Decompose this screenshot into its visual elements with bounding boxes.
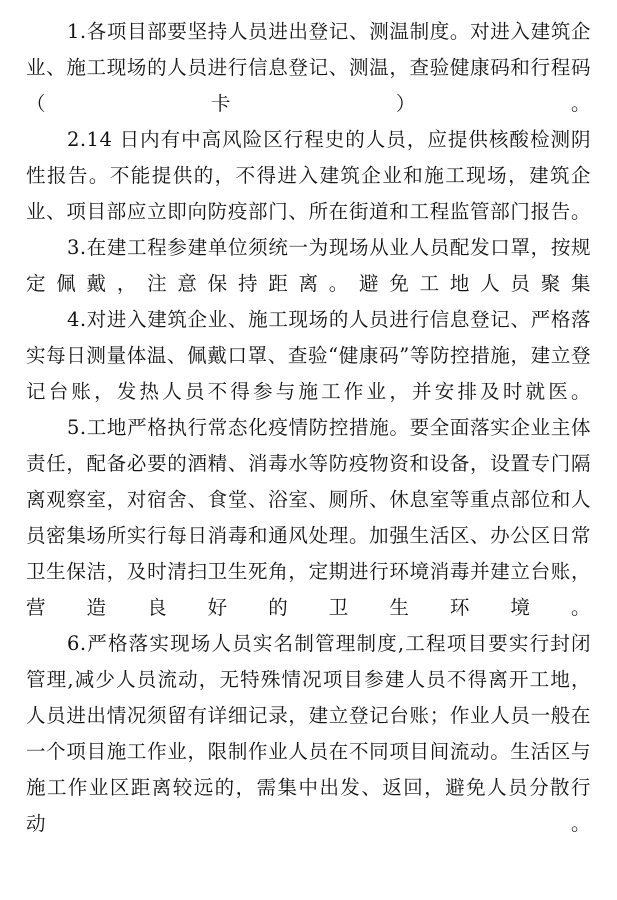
document-body [26, 14, 591, 842]
paragraph-6: 6.严格落实现场人员实名制管理制度,工程项目要实行封闭管理,减少人员流动，无特殊情况项目参建人员不得离开工地，人员进出情况须留有详细记录，建立登记台账；作业人员一般在一个项目施工作业，限制作业人员在不同项目间流动。生活区与施工作业区距离较远的，需集中出发、返回，避免人员分散行动。 [26, 632, 591, 835]
paragraph-5: 5.工地严格执行常态化疫情防控措施。要全面落实企业主体责任，配备必要的酒精、消毒水等防疫物资和设备，设置专门隔离观察室，对宿舍、食堂、浴室、厕所、休息室等重点部位和人员密集场所实行每日消毒和通风处理。加强生活区、办公区日常卫生保洁，及时清扫卫生死角，定期进行环境消毒并建立台账，营造良好的卫生环境。 [26, 416, 591, 619]
paragraph-3: 3.在建工程参建单位须统一为现场从业人员配发口罩，按规定佩戴，注意保持距离。避免工地人员聚集 [26, 236, 591, 295]
paragraph-2: 2.14 日内有中高风险区行程史的人员，应提供核酸检测阴性报告。不能提供的，不得进入建筑企业和施工现场，建筑企业、项目部应立即向防疫部门、所在街道和工程监管部门报告。 [26, 128, 591, 223]
paragraph-4: 4.对进入建筑企业、施工现场的人员进行信息登记、严格落实每日测量体温、佩戴口罩、查验“健康码”等防控措施，建立登记台账，发热人员不得参与施工作业，并安排及时就医。 [26, 308, 591, 403]
paragraph-1: 1.各项目部要坚持人员进出登记、测温制度。对进入建筑企业、施工现场的人员进行信息登记、测温，查验健康码和行程码（卡）。 [26, 20, 591, 115]
